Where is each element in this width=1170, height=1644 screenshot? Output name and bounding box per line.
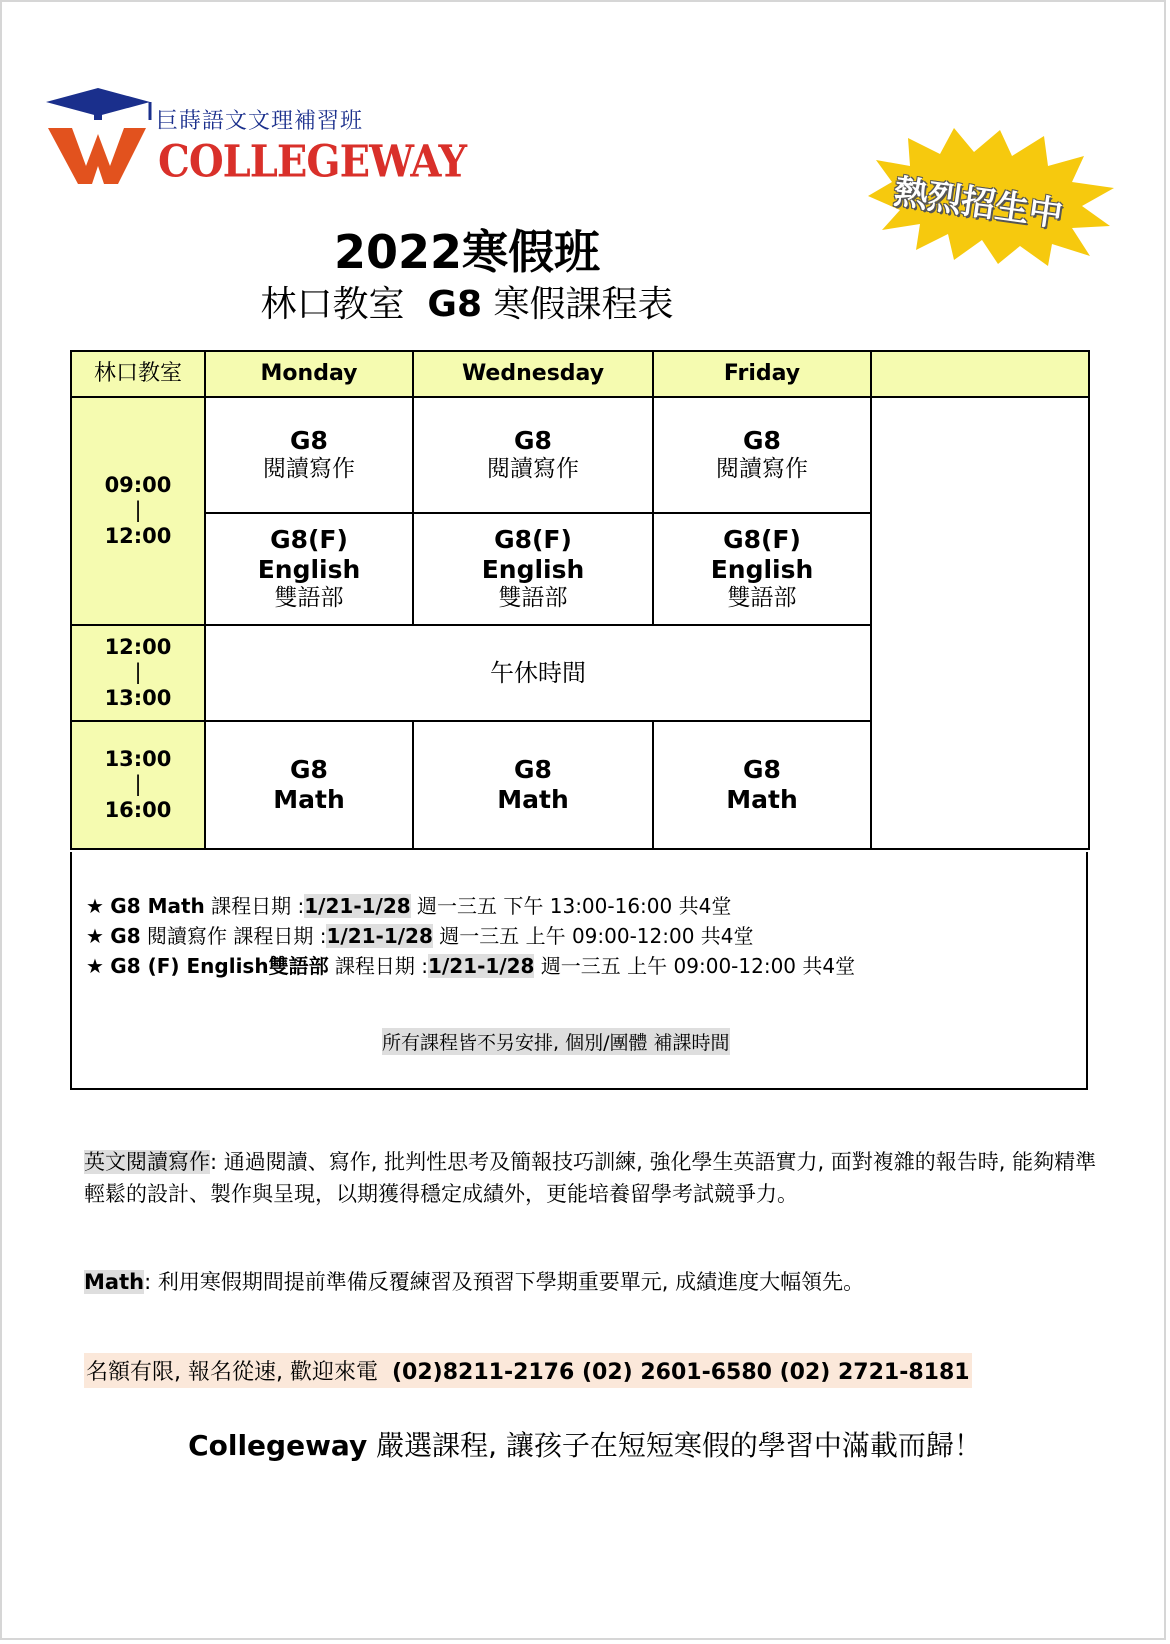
reading-description: 英文閱讀寫作: 通過閱讀、寫作, 批判性思考及簡報技巧訓練, 強化學生英語實力, 面對複雜的報告時, 能夠精準輕鬆的設計、製作與呈現，以期獲得穩定成績外，更能培養留學考試競爭力。	[84, 1150, 1097, 1206]
math-description: Math: 利用寒假期間提前準備反覆練習及預習下學期重要單元, 成績進度大幅領先。	[84, 1270, 865, 1294]
page-subtitle	[2, 276, 932, 327]
no-makeup-notice: 所有課程皆不另安排, 個別/團體 補課時間	[382, 1028, 730, 1055]
time-slot-afternoon: 13:00 | 16:00	[71, 721, 205, 849]
collegeway-logo	[46, 88, 467, 194]
enrolling-badge-text: 熱烈招生中	[891, 171, 1066, 236]
course-cell-english-wed: G8(F) English 雙語部	[413, 513, 653, 625]
course-cell-english-fri: G8(F) English 雙語部	[653, 513, 871, 625]
subtitle-location: 林口教室	[260, 284, 405, 325]
empty-column-cell	[871, 397, 1089, 849]
schedule-table	[70, 350, 1090, 850]
course-dates-box	[70, 852, 1088, 1090]
course-cell-reading-wed: G8 閱讀寫作	[413, 397, 653, 513]
course-cell-math-wed: G8 Math	[413, 721, 653, 849]
logo-chinese-name: 巨蒔語文文理補習班	[156, 109, 364, 134]
subtitle-grade: G8	[427, 284, 483, 325]
lunch-break-cell: 午休時間	[205, 625, 871, 721]
course-cell-math-mon: G8 Math	[205, 721, 413, 849]
phone-numbers: (02)8211-2176 (02) 2601-6580 (02) 2721-8181	[391, 1360, 970, 1385]
header-monday: Monday	[205, 351, 413, 397]
note-english-dates: ★ G8 (F) English雙語部 課程日期 :1/21-1/28 週一三五 上午 09:00-12:00 共4堂	[86, 954, 856, 978]
header-empty	[871, 351, 1089, 397]
course-cell-english-mon: G8(F) English 雙語部	[205, 513, 413, 625]
table-row	[71, 397, 1089, 513]
header-friday: Friday	[653, 351, 871, 397]
contact-line: 名額有限, 報名從速, 歡迎來電 (02)8211-2176 (02) 2601-6580 (02) 2721-8181	[84, 1353, 972, 1388]
note-math-dates: ★ G8 Math 課程日期 :1/21-1/28 週一三五 下午 13:00-16:00 共4堂	[86, 894, 732, 918]
subtitle-suffix: 寒假課程表	[493, 284, 674, 325]
note-reading-dates: ★ G8 閱讀寫作 課程日期 :1/21-1/28 週一三五 上午 09:00-12:00 共4堂	[86, 924, 754, 948]
header-location: 林口教室	[71, 351, 205, 397]
closing-slogan: Collegeway 嚴選課程, 讓孩子在短短寒假的學習中滿載而歸！	[188, 1429, 982, 1462]
graduation-cap-w-icon	[46, 88, 166, 188]
page-title: 2022寒假班	[333, 225, 601, 279]
logo-english-name: COLLEGEWAY	[158, 136, 467, 188]
course-cell-math-fri: G8 Math	[653, 721, 871, 849]
course-cell-reading-mon: G8 閱讀寫作	[205, 397, 413, 513]
course-cell-reading-fri: G8 閱讀寫作	[653, 397, 871, 513]
time-slot-morning: 09:00 | 12:00	[71, 397, 205, 625]
header-wednesday: Wednesday	[413, 351, 653, 397]
time-slot-lunch: 12:00 | 13:00	[71, 625, 205, 721]
table-header-row	[71, 351, 1089, 397]
